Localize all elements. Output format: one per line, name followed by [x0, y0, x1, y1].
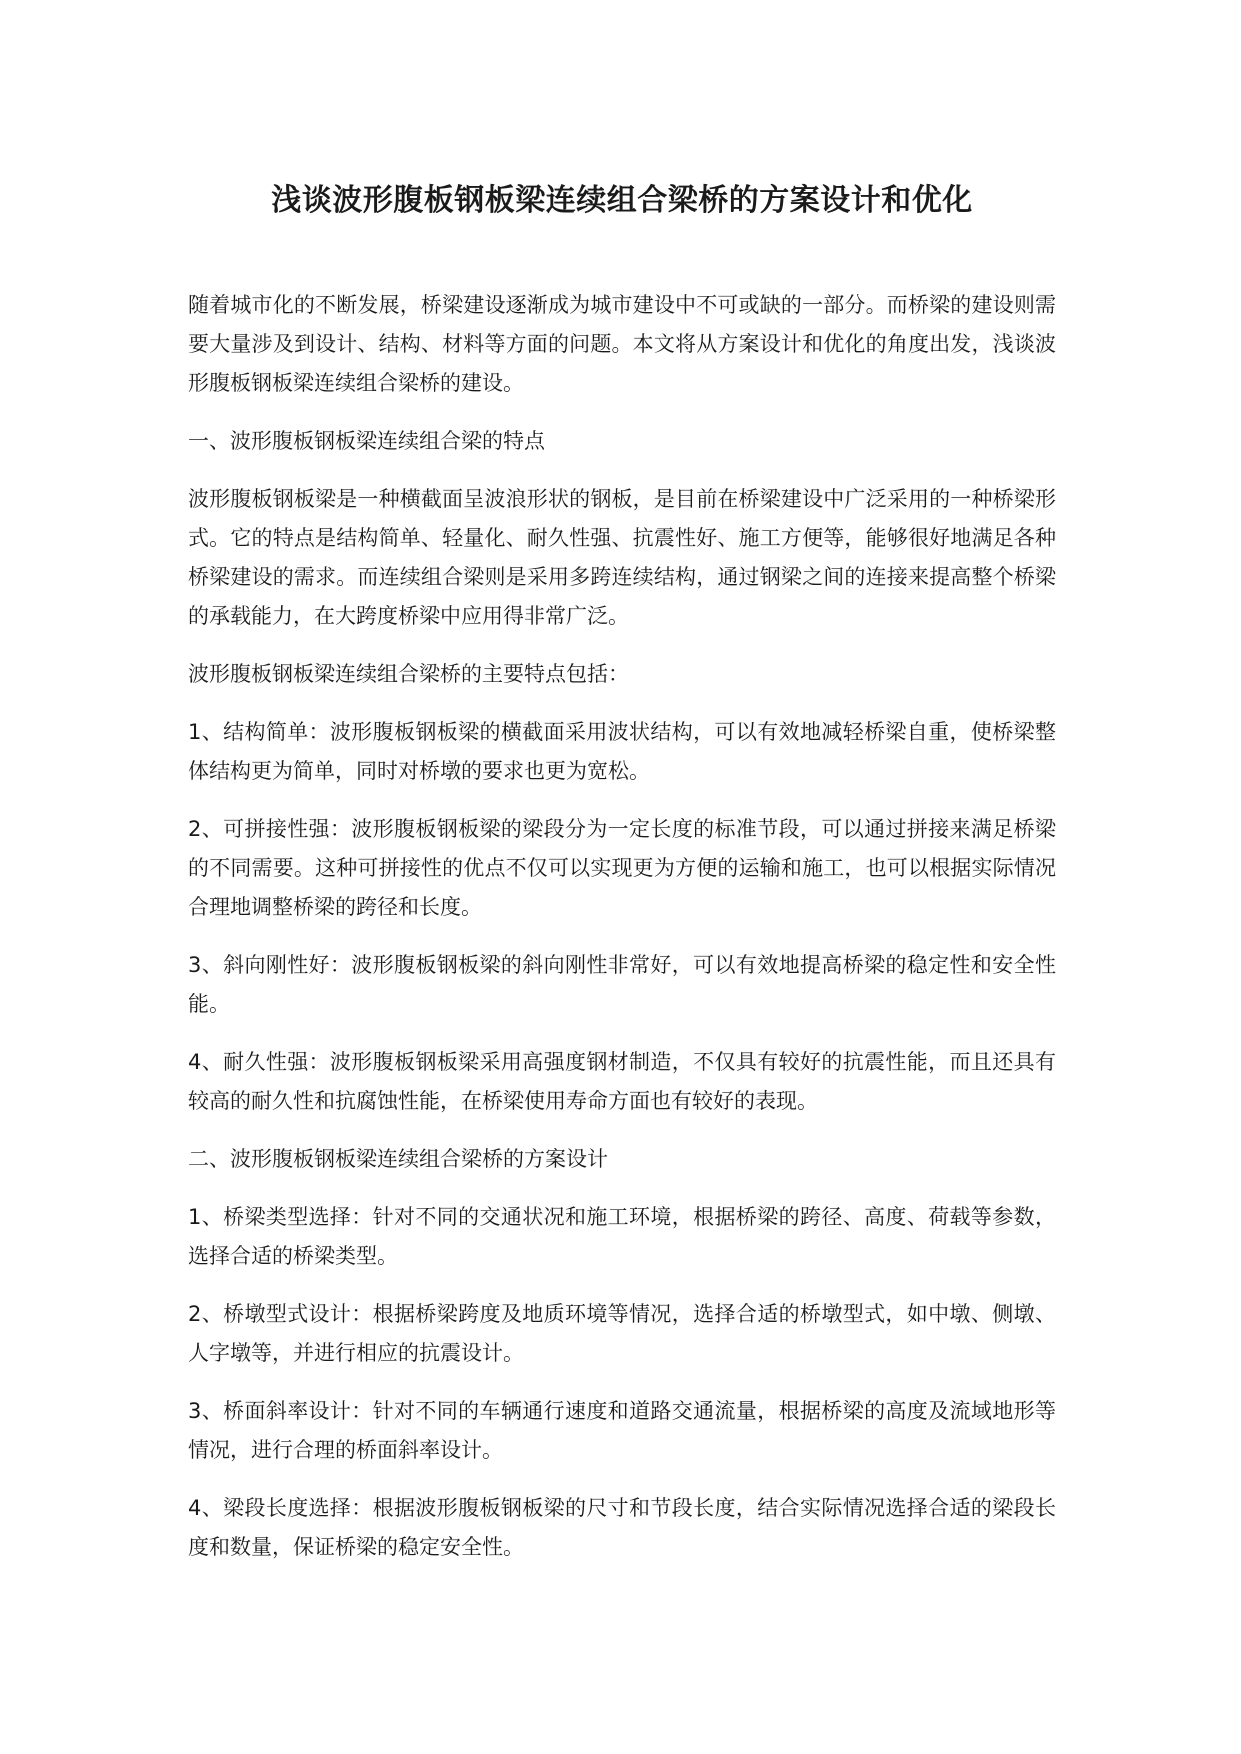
- design-item-2: 2、桥墩型式设计：根据桥梁跨度及地质环境等情况，选择合适的桥墩型式，如中墩、侧墩、人字墩等，并进行相应的抗震设计。: [188, 1302, 1056, 1365]
- intro-paragraph: 随着城市化的不断发展，桥梁建设逐渐成为城市建设中不可或缺的一部分。而桥梁的建设则需要大量涉及到设计、结构、材料等方面的问题。本文将从方案设计和优化的角度出发，浅谈波形腹板钢板梁连续组合梁桥的建设。: [188, 293, 1056, 395]
- list-item-2: 2、可拼接性强：波形腹板钢板梁的梁段分为一定长度的标准节段，可以通过拼接来满足桥梁的不同需要。这种可拼接性的优点不仅可以实现更为方便的运输和施工，也可以根据实际情况合理地调整桥梁的跨径和长度。: [188, 817, 1056, 919]
- design-item-4: 4、梁段长度选择：根据波形腹板钢板梁的尺寸和节段长度，结合实际情况选择合适的梁段长度和数量，保证桥梁的稳定安全性。: [188, 1496, 1056, 1559]
- list-item-4: 4、耐久性强：波形腹板钢板梁采用高强度钢材制造，不仅具有较好的抗震性能，而且还具有较高的耐久性和抗腐蚀性能，在桥梁使用寿命方面也有较好的表现。: [188, 1050, 1056, 1113]
- paragraph-features: 波形腹板钢板梁是一种横截面呈波浪形状的钢板，是目前在桥梁建设中广泛采用的一种桥梁形式。它的特点是结构简单、轻量化、耐久性强、抗震性好、施工方便等，能够很好地满足各种桥梁建设的需求。而连续组合梁则是采用多跨连续结构，通过钢梁之间的连接来提高整个桥梁的承载能力，在大跨度桥梁中应用得非常广泛。: [188, 487, 1056, 628]
- list-item-3: 3、斜向刚性好：波形腹板钢板梁的斜向刚性非常好，可以有效地提高桥梁的稳定性和安全性能。: [188, 953, 1056, 1016]
- list-item-1: 1、结构简单：波形腹板钢板梁的横截面采用波状结构，可以有效地减轻桥梁自重，使桥梁整体结构更为简单，同时对桥墩的要求也更为宽松。: [188, 720, 1056, 783]
- paragraph-main-features-intro: 波形腹板钢板梁连续组合梁桥的主要特点包括：: [188, 662, 629, 686]
- section-heading-1: 一、波形腹板钢板梁连续组合梁的特点: [188, 429, 545, 453]
- document-title: 浅谈波形腹板钢板梁连续组合梁桥的方案设计和优化: [271, 183, 973, 218]
- section-heading-2: 二、波形腹板钢板梁连续组合梁桥的方案设计: [188, 1147, 608, 1171]
- design-item-1: 1、桥梁类型选择：针对不同的交通状况和施工环境，根据桥梁的跨径、高度、荷载等参数，选择合适的桥梁类型。: [188, 1205, 1056, 1268]
- design-item-3: 3、桥面斜率设计：针对不同的车辆通行速度和道路交通流量，根据桥梁的高度及流域地形等情况，进行合理的桥面斜率设计。: [188, 1399, 1056, 1462]
